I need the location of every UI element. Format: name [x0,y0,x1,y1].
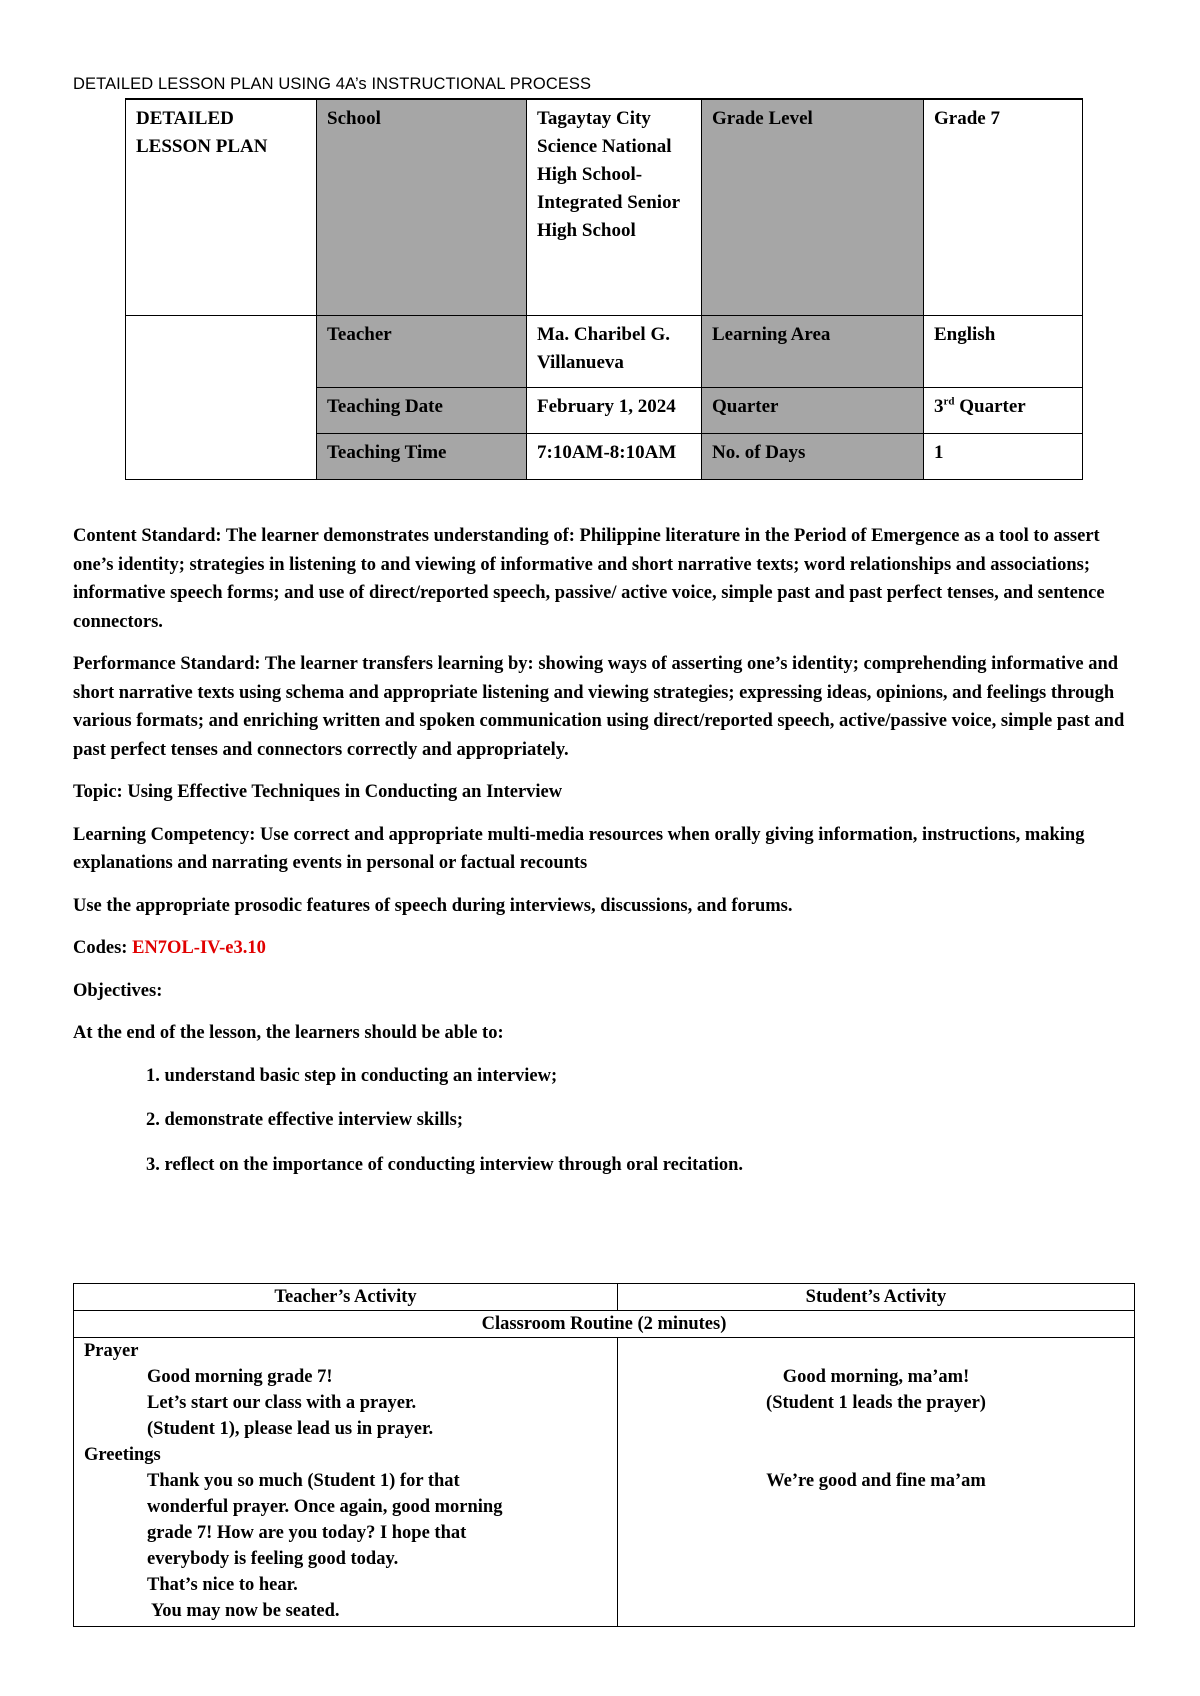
teaching-time-label: Teaching Time [317,433,527,479]
doc-label-cell: DETAILED LESSON PLAN [126,99,317,315]
greetings-heading: Greetings [84,1445,161,1465]
student-line: (Student 1 leads the prayer) [766,1393,986,1413]
objectives-intro: At the end of the lesson, the learners should be able to: [73,1023,504,1043]
teacher-line: Let’s start our class with a prayer. [147,1393,417,1413]
quarter-label: Quarter [702,387,924,433]
empty-cell [126,315,317,479]
teacher-line: grade 7! How are you today? I hope that [147,1523,467,1543]
student-line: Good morning, ma’am! [782,1367,970,1387]
school-label: School [317,99,527,315]
teaching-date-label: Teaching Date [317,387,527,433]
objectives-label: Objectives: [73,980,163,1001]
routine-row: Classroom Routine (2 minutes) [74,1311,1135,1338]
teacher-activity-header: Teacher’s Activity [74,1284,618,1311]
school-value: Tagaytay City Science National High School-Integrated Senior High School [527,99,702,315]
teacher-label: Teacher [317,315,527,387]
list-item: 2. demonstrate effective interview skills; [146,1110,463,1130]
performance-standard: Performance Standard: The learner transfers learning by: showing ways of asserting one’s identity; comprehending informative and short narrative texts using schema and appropriate listening and viewing strategies; expressing ideas, opinions, and feelings through various formats; and enriching written and spoken communication using direct/reported speech, active/passive voice, simple past and past perfect tenses and connectors correctly and appropriately. [73,654,1125,760]
teacher-line: Good morning grade 7! [147,1367,333,1387]
list-item: 3. reflect on the importance of conducting interview through oral recitation. [146,1154,744,1175]
teacher-line: everybody is feeling good today. [147,1549,399,1569]
topic: Topic: Using Effective Techniques in Conducting an Interview [73,782,563,802]
grade-level-label: Grade Level [702,99,924,315]
student-line: We’re good and fine ma’am [766,1471,986,1491]
learning-area-label: Learning Area [702,315,924,387]
activity-table [73,1283,1135,1627]
list-item: 1. understand basic step in conducting an interview; [146,1065,558,1086]
teacher-line: You may now be seated. [147,1601,340,1621]
teacher-line: Thank you so much (Student 1) for that [147,1471,460,1491]
lesson-body [73,522,1133,1195]
teacher-activity-cell [74,1338,618,1627]
student-activity-cell [618,1338,1135,1627]
teaching-time-value: 7:10AM-8:10AM [527,433,702,479]
objectives-list [73,1062,1133,1180]
grade-level-value: Grade 7 [924,99,1083,315]
days-label: No. of Days [702,433,924,479]
teacher-line: (Student 1), please lead us in prayer. [147,1419,434,1439]
student-activity-header: Student’s Activity [618,1284,1135,1311]
learning-competency: Learning Competency: Use correct and appropriate multi-media resources when orally giving information, instructions, making explanations and narrating events in personal or factual recounts [73,824,1085,873]
teacher-value: Ma. Charibel G. Villanueva [527,315,702,387]
learning-area-value: English [924,315,1083,387]
teacher-line: wonderful prayer. Once again, good morning [147,1497,503,1517]
teaching-date-value: February 1, 2024 [527,387,702,433]
document-heading: DETAILED LESSON PLAN USING 4A’s INSTRUCTIONAL PROCESS [73,75,592,93]
content-standard: Content Standard: The learner demonstrates understanding of: Philippine literature in the Period of Emergence as a tool to assert one’s identity; strategies in listening to and viewing of informative and short narrative texts; word relationships and associations; informative speech forms; and use of direct/reported speech, passive/ active voice, simple past and past perfect tenses, and sentence connectors. [73,526,1105,632]
lesson-info-table [125,98,1083,480]
competency-2: Use the appropriate prosodic features of speech during interviews, discussions, and forums. [73,895,793,916]
codes: Codes: EN7OL-IV-e3.10 [73,938,266,958]
quarter-value: 3rd Quarter [924,387,1083,433]
code-value: EN7OL-IV-e3.10 [132,938,266,958]
prayer-heading: Prayer [84,1341,139,1361]
teacher-line: That’s nice to hear. [147,1575,298,1595]
days-value: 1 [924,433,1083,479]
